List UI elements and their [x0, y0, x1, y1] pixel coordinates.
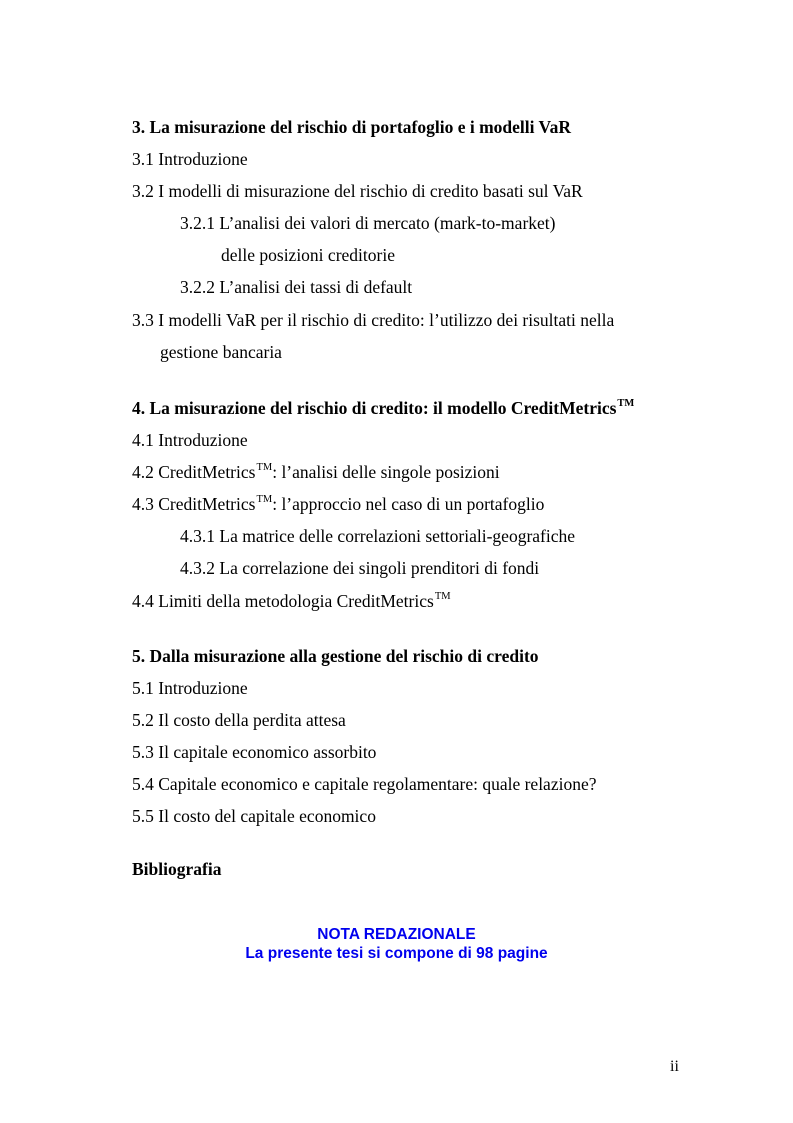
toc-entry-4-4-text: 4.4 Limiti della metodologia CreditMetrics [132, 591, 434, 611]
editorial-note-text: La presente tesi si compone di 98 pagine [245, 945, 548, 962]
toc-entry-4-3-1: 4.3.1 La matrice delle correlazioni settoriali-geografiche [180, 526, 576, 546]
toc-entry-5-5: 5.5 Il costo del capitale economico [132, 806, 376, 826]
trademark-mark: TM [617, 398, 635, 409]
toc-entry-5-2: 5.2 Il costo della perdita attesa [132, 710, 346, 730]
toc-entry-3-2: 3.2 I modelli di misurazione del rischio di credito basati sul VaR [132, 181, 583, 201]
toc-entry-3-1: 3.1 Introduzione [132, 149, 248, 169]
toc-entry-5-4: 5.4 Capitale economico e capitale regolamentare: quale relazione? [132, 774, 597, 794]
toc-entry-4-4 [132, 591, 451, 615]
toc-entry-5-1: 5.1 Introduzione [132, 678, 248, 698]
trademark-mark: TM [256, 462, 273, 473]
trademark-mark: TM [434, 591, 451, 602]
chapter-4-title [132, 398, 634, 422]
toc-entry-4-3-suffix: : l’approccio nel caso di un portafoglio [272, 494, 545, 514]
toc-entry-4-2-suffix: : l’analisi delle singole posizioni [272, 462, 500, 482]
chapter-3-title: 3. La misurazione del rischio di portafoglio e i modelli VaR [132, 117, 571, 137]
toc-entry-3-3-continued: gestione bancaria [160, 342, 282, 362]
toc-entry-4-1: 4.1 Introduzione [132, 430, 248, 450]
toc-entry-3-3: 3.3 I modelli VaR per il rischio di credito: l’utilizzo dei risultati nella [132, 310, 615, 330]
toc-entry-4-3-prefix: 4.3 CreditMetrics [132, 494, 256, 514]
toc-entry-4-3-2: 4.3.2 La correlazione dei singoli prenditori di fondi [180, 558, 540, 578]
editorial-note-title: NOTA REDAZIONALE [317, 926, 476, 943]
chapter-5-title: 5. Dalla misurazione alla gestione del rischio di credito [132, 646, 539, 666]
toc-entry-4-2-prefix: 4.2 CreditMetrics [132, 462, 256, 482]
bibliography-heading: Bibliografia [132, 859, 222, 879]
toc-entry-3-2-2: 3.2.2 L’analisi dei tassi di default [180, 277, 413, 297]
toc-entry-5-3: 5.3 Il capitale economico assorbito [132, 742, 377, 762]
toc-entry-3-2-1-continued: delle posizioni creditorie [221, 245, 395, 265]
toc-entry-4-3 [132, 494, 544, 518]
chapter-4-title-text: 4. La misurazione del rischio di credito: il modello CreditMetrics [132, 398, 617, 418]
toc-entry-4-2 [132, 462, 500, 486]
trademark-mark: TM [256, 494, 273, 505]
toc-entry-3-2-1: 3.2.1 L’analisi dei valori di mercato (mark-to-market) [180, 213, 556, 233]
page-number: ii [670, 1058, 679, 1075]
